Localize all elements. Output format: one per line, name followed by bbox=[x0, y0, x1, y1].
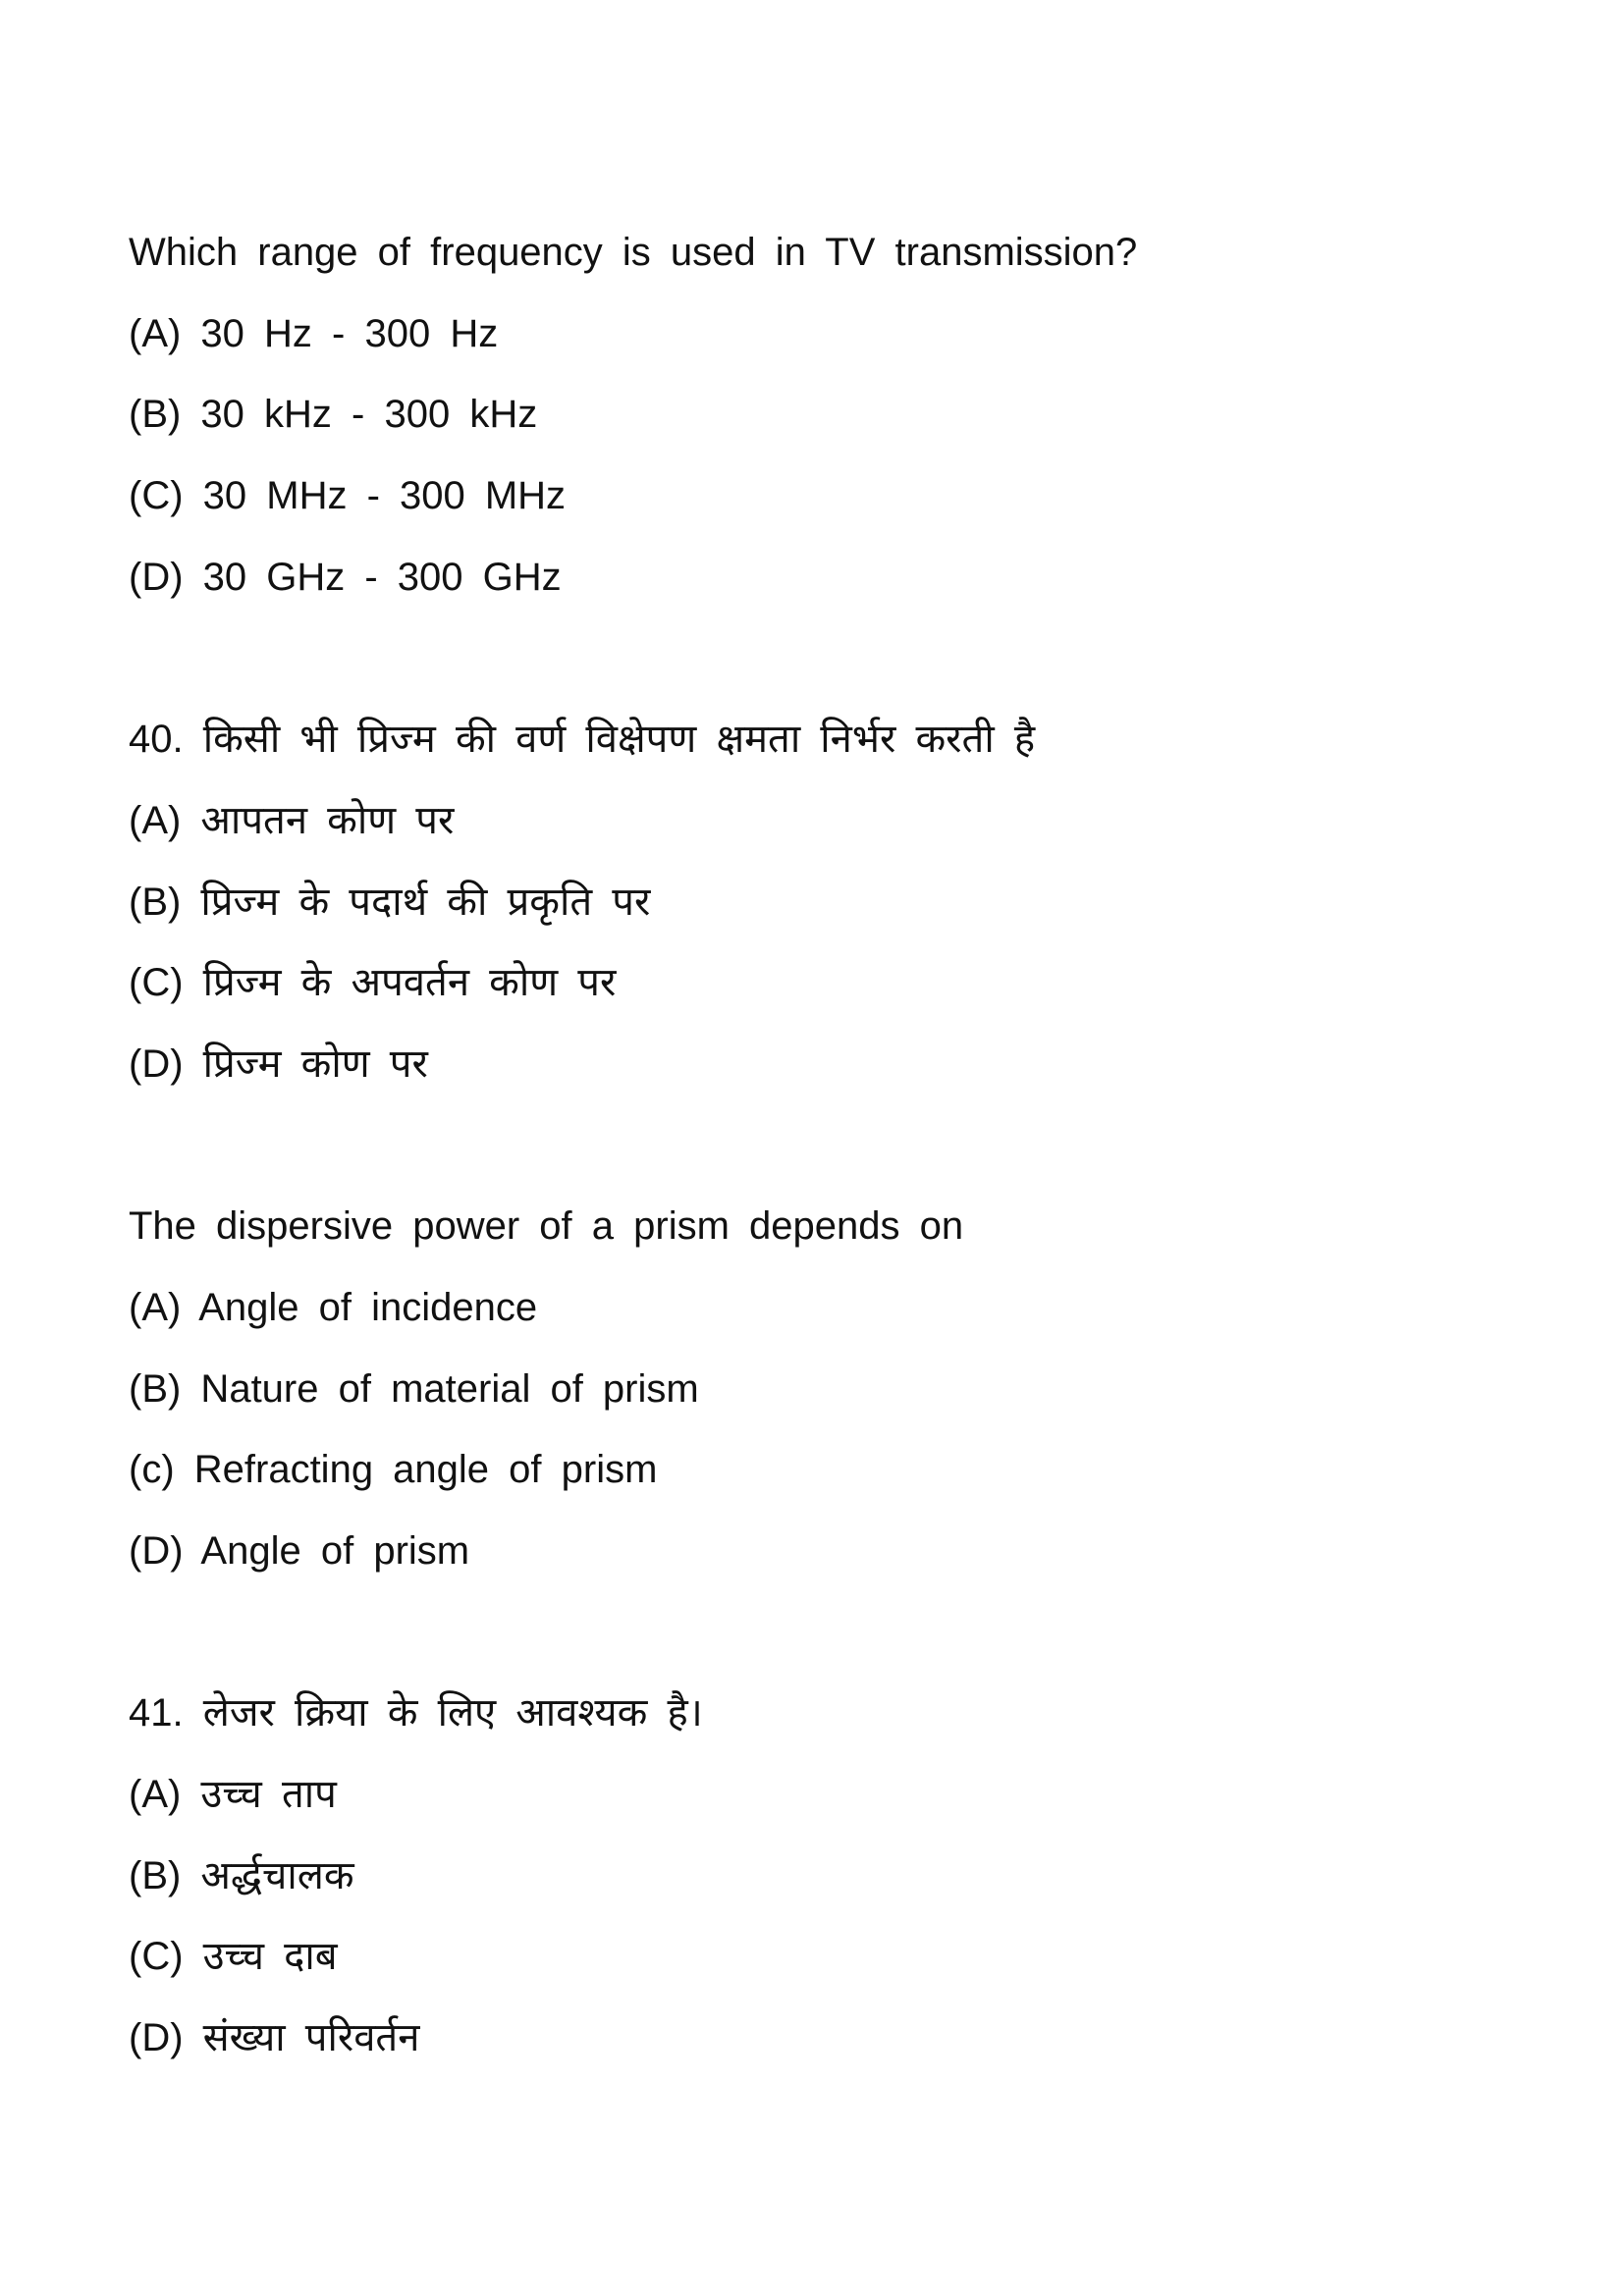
question-block-40-english bbox=[129, 1186, 1526, 1591]
option-d: (D) 30 GHz - 300 GHz bbox=[129, 555, 562, 599]
option-c: (C) 30 MHz - 300 MHz bbox=[129, 474, 567, 518]
option-b: (B) Nature of material of prism bbox=[129, 1366, 699, 1411]
option-a: (A) 30 Hz - 300 Hz bbox=[129, 311, 499, 355]
option-d: (D) Angle of prism bbox=[129, 1529, 470, 1573]
option-b: (B) अर्द्धचालक bbox=[129, 1853, 354, 1897]
question-text: Which range of frequency is used in TV transmission? bbox=[129, 231, 1138, 274]
option-a: (A) Angle of incidence bbox=[129, 1285, 538, 1329]
option-c: (C) उच्च दाब bbox=[129, 1935, 338, 1979]
question-text: The dispersive power of a prism depends on bbox=[129, 1204, 964, 1249]
question-block-39-english bbox=[129, 212, 1526, 617]
option-c: (c) Refracting angle of prism bbox=[129, 1448, 658, 1492]
option-a: (A) आपतन कोण पर bbox=[129, 798, 455, 842]
option-d: (D) संख्या परिवर्तन bbox=[129, 2016, 420, 2060]
document-page bbox=[129, 212, 1526, 2161]
question-text: 40. किसी भी प्रिज्म की वर्ण विक्षेपण क्षमता निर्भर करती है bbox=[129, 718, 1036, 762]
option-b: (B) प्रिज्म के पदार्थ की प्रकृति पर bbox=[129, 880, 651, 924]
question-text: 41. लेजर क्रिया के लिए आवश्यक है। bbox=[129, 1691, 703, 1735]
option-c: (C) प्रिज्म के अपवर्तन कोण पर bbox=[129, 961, 617, 1005]
option-d: (D) प्रिज्म कोण पर bbox=[129, 1041, 428, 1086]
question-block-41-hindi bbox=[129, 1673, 1526, 2078]
option-a: (A) उच्च ताप bbox=[129, 1773, 337, 1817]
question-block-40-hindi bbox=[129, 699, 1526, 1104]
option-b: (B) 30 kHz - 300 kHz bbox=[129, 393, 538, 437]
